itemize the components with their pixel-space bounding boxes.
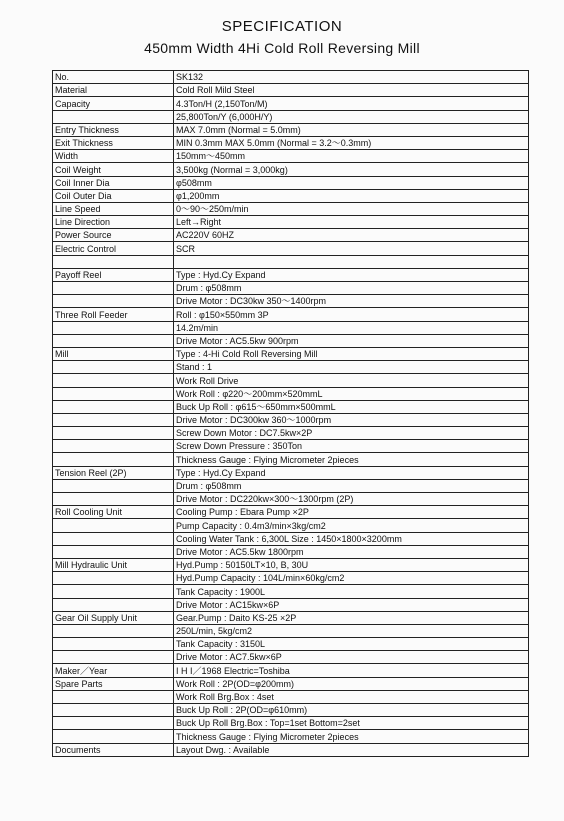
table-row xyxy=(53,268,529,281)
spec-item-value: φ1,200mm xyxy=(174,189,529,202)
spec-item-value: 25,800Ton/Y (6,000H/Y) xyxy=(174,110,529,123)
spec-item-value: Cooling Water Tank : 6,300L Size : 1450×1800×3200mm xyxy=(174,532,529,545)
table-row xyxy=(53,730,529,743)
spec-item-value: Thickness Gauge : Flying Micrometer 2pieces xyxy=(174,730,529,743)
spec-item-label xyxy=(53,110,174,123)
table-row xyxy=(53,493,529,506)
spec-item-value: SK132 xyxy=(174,71,529,84)
spec-item-value: 3,500kg (Normal = 3,000kg) xyxy=(174,163,529,176)
table-row xyxy=(53,638,529,651)
spec-item-value: 0～90～250m/min xyxy=(174,202,529,215)
spec-item-label: Electric Control xyxy=(53,242,174,255)
spec-item-label: Tension Reel (2P) xyxy=(53,466,174,479)
spec-item-label: Width xyxy=(53,150,174,163)
table-row xyxy=(53,84,529,97)
table-row xyxy=(53,704,529,717)
spec-item-label: No. xyxy=(53,71,174,84)
spec-item-value: Screw Down Motor : DC7.5kw×2P xyxy=(174,427,529,440)
spec-item-label xyxy=(53,440,174,453)
spec-table xyxy=(52,70,529,757)
table-row xyxy=(53,598,529,611)
table-row xyxy=(53,690,529,703)
spec-item-value: Stand : 1 xyxy=(174,361,529,374)
spec-item-value: Type : Hyd.Cy Expand xyxy=(174,466,529,479)
spec-item-value: 250L/min, 5kg/cm2 xyxy=(174,624,529,637)
table-row xyxy=(53,743,529,756)
spec-item-value: MIN 0.3mm MAX 5.0mm (Normal = 3.2～0.3mm) xyxy=(174,136,529,149)
spec-item-label xyxy=(53,413,174,426)
spec-item-label xyxy=(53,400,174,413)
table-row xyxy=(53,717,529,730)
spec-item-value: Work Roll : φ220～200mm×520mmL xyxy=(174,387,529,400)
table-row xyxy=(53,440,529,453)
spec-item-value: Buck Up Roll Brg.Box : Top=1set Bottom=2set xyxy=(174,717,529,730)
spec-item-label xyxy=(53,295,174,308)
table-row xyxy=(53,479,529,492)
spec-item-label xyxy=(53,730,174,743)
spec-item-value: Drive Motor : DC300kw 360～1000rpm xyxy=(174,413,529,426)
spec-item-label: Mill xyxy=(53,347,174,360)
spec-item-value: Drive Motor : DC30kw 350～1400rpm xyxy=(174,295,529,308)
spec-item-value: I H I／1968 Electric=Toshiba xyxy=(174,664,529,677)
spec-item-value: Drum : φ508mm xyxy=(174,479,529,492)
spec-item-value: AC220V 60HZ xyxy=(174,229,529,242)
table-row xyxy=(53,374,529,387)
spec-item-label: Spare Parts xyxy=(53,677,174,690)
spec-item-label: Material xyxy=(53,84,174,97)
spec-item-value: Drive Motor : AC7.5kw×6P xyxy=(174,651,529,664)
spec-item-label xyxy=(53,572,174,585)
spec-item-label: Coil Outer Dia xyxy=(53,189,174,202)
spec-item-label xyxy=(53,282,174,295)
spec-table-body xyxy=(53,71,529,757)
table-row xyxy=(53,651,529,664)
spec-item-value: Left→Right xyxy=(174,216,529,229)
spec-item-value: Pump Capacity : 0.4m3/min×3kg/cm2 xyxy=(174,519,529,532)
spec-item-label: Coil Weight xyxy=(53,163,174,176)
table-row xyxy=(53,150,529,163)
table-row xyxy=(53,321,529,334)
table-row xyxy=(53,295,529,308)
spec-item-label xyxy=(53,585,174,598)
table-row xyxy=(53,611,529,624)
table-row xyxy=(53,255,529,268)
table-row xyxy=(53,400,529,413)
table-row xyxy=(53,413,529,426)
table-row xyxy=(53,585,529,598)
spec-item-label xyxy=(53,334,174,347)
spec-item-label xyxy=(53,545,174,558)
spec-item-label: Three Roll Feeder xyxy=(53,308,174,321)
spec-item-label xyxy=(53,255,174,268)
table-row xyxy=(53,558,529,571)
table-row xyxy=(53,189,529,202)
spec-item-label: Coil Inner Dia xyxy=(53,176,174,189)
spec-item-value: Type : 4-Hi Cold Roll Reversing Mill xyxy=(174,347,529,360)
spec-item-value: Drive Motor : AC15kw×6P xyxy=(174,598,529,611)
spec-item-value: Type : Hyd.Cy Expand xyxy=(174,268,529,281)
table-row xyxy=(53,361,529,374)
table-row xyxy=(53,677,529,690)
spec-item-value: Buck Up Roll : φ615～650mm×500mmL xyxy=(174,400,529,413)
spec-item-label: Power Source xyxy=(53,229,174,242)
table-row xyxy=(53,545,529,558)
spec-item-label: Roll Cooling Unit xyxy=(53,506,174,519)
table-row xyxy=(53,572,529,585)
spec-item-label xyxy=(53,690,174,703)
table-row xyxy=(53,387,529,400)
spec-item-label xyxy=(53,717,174,730)
spec-item-value: Layout Dwg. : Available xyxy=(174,743,529,756)
spec-item-label: Exit Thickness xyxy=(53,136,174,149)
spec-item-value: Drive Motor : AC5.5kw 900rpm xyxy=(174,334,529,347)
spec-item-value: Work Roll : 2P(OD=φ200mm) xyxy=(174,677,529,690)
spec-item-label xyxy=(53,704,174,717)
table-row xyxy=(53,453,529,466)
table-row xyxy=(53,163,529,176)
spec-item-label xyxy=(53,453,174,466)
table-row xyxy=(53,242,529,255)
spec-item-label: Entry Thickness xyxy=(53,123,174,136)
spec-item-value: MAX 7.0mm (Normal = 5.0mm) xyxy=(174,123,529,136)
spec-item-value: Hyd.Pump Capacity : 104L/min×60kg/cm2 xyxy=(174,572,529,585)
spec-item-value: Drum : φ508mm xyxy=(174,282,529,295)
table-row xyxy=(53,466,529,479)
spec-item-value: Buck Up Roll : 2P(OD=φ610mm) xyxy=(174,704,529,717)
spec-item-label xyxy=(53,493,174,506)
table-row xyxy=(53,71,529,84)
table-row xyxy=(53,229,529,242)
table-row xyxy=(53,282,529,295)
spec-item-label xyxy=(53,321,174,334)
spec-item-label: Payoff Reel xyxy=(53,268,174,281)
table-row xyxy=(53,347,529,360)
spec-item-value: Gear.Pump : Daito KS-25 ×2P xyxy=(174,611,529,624)
spec-item-label: Maker／Year xyxy=(53,664,174,677)
spec-item-label xyxy=(53,361,174,374)
document-title: SPECIFICATION xyxy=(221,18,343,35)
spec-item-label: Line Direction xyxy=(53,216,174,229)
spec-item-value: Cooling Pump : Ebara Pump ×2P xyxy=(174,506,529,519)
table-row xyxy=(53,334,529,347)
table-row xyxy=(53,176,529,189)
spec-item-label xyxy=(53,532,174,545)
table-row xyxy=(53,427,529,440)
table-row xyxy=(53,123,529,136)
spec-item-label xyxy=(53,387,174,400)
spec-item-value: Tank Capacity : 3150L xyxy=(174,638,529,651)
spec-item-label: Gear Oil Supply Unit xyxy=(53,611,174,624)
spec-item-value: SCR xyxy=(174,242,529,255)
spec-item-value: Roll : φ150×550mm 3P xyxy=(174,308,529,321)
spec-item-value: Tank Capacity : 1900L xyxy=(174,585,529,598)
table-row xyxy=(53,664,529,677)
spec-item-value: Drive Motor : AC5.5kw 1800rpm xyxy=(174,545,529,558)
spec-item-value: Drive Motor : DC220kw×300～1300rpm (2P) xyxy=(174,493,529,506)
spec-item-label xyxy=(53,427,174,440)
spec-item-label: Documents xyxy=(53,743,174,756)
table-row xyxy=(53,506,529,519)
table-row xyxy=(53,97,529,110)
table-row xyxy=(53,202,529,215)
spec-item-label xyxy=(53,624,174,637)
spec-item-value: Thickness Gauge : Flying Micrometer 2pieces xyxy=(174,453,529,466)
spec-item-label xyxy=(53,519,174,532)
spec-item-value: Screw Down Pressure : 350Ton xyxy=(174,440,529,453)
spec-item-value xyxy=(174,255,529,268)
table-row xyxy=(53,308,529,321)
spec-item-value: Work Roll Brg.Box : 4set xyxy=(174,690,529,703)
spec-item-label xyxy=(53,651,174,664)
spec-item-label: Line Speed xyxy=(53,202,174,215)
table-row xyxy=(53,532,529,545)
spec-item-label xyxy=(53,638,174,651)
spec-item-value: Work Roll Drive xyxy=(174,374,529,387)
spec-item-value: 150mm～450mm xyxy=(174,150,529,163)
spec-item-label xyxy=(53,479,174,492)
spec-item-label xyxy=(53,598,174,611)
spec-item-label: Mill Hydraulic Unit xyxy=(53,558,174,571)
document-subtitle: 450mm Width 4Hi Cold Roll Reversing Mill xyxy=(144,40,420,56)
table-row xyxy=(53,624,529,637)
spec-item-value: Cold Roll Mild Steel xyxy=(174,84,529,97)
spec-item-value: 4.3Ton/H (2,150Ton/M) xyxy=(174,97,529,110)
spec-item-label: Capacity xyxy=(53,97,174,110)
spec-item-value: φ508mm xyxy=(174,176,529,189)
table-row xyxy=(53,136,529,149)
table-row xyxy=(53,519,529,532)
spec-item-value: 14.2m/min xyxy=(174,321,529,334)
spec-item-label xyxy=(53,374,174,387)
table-row xyxy=(53,110,529,123)
table-row xyxy=(53,216,529,229)
spec-item-value: Hyd.Pump : 50150LT×10, B, 30U xyxy=(174,558,529,571)
